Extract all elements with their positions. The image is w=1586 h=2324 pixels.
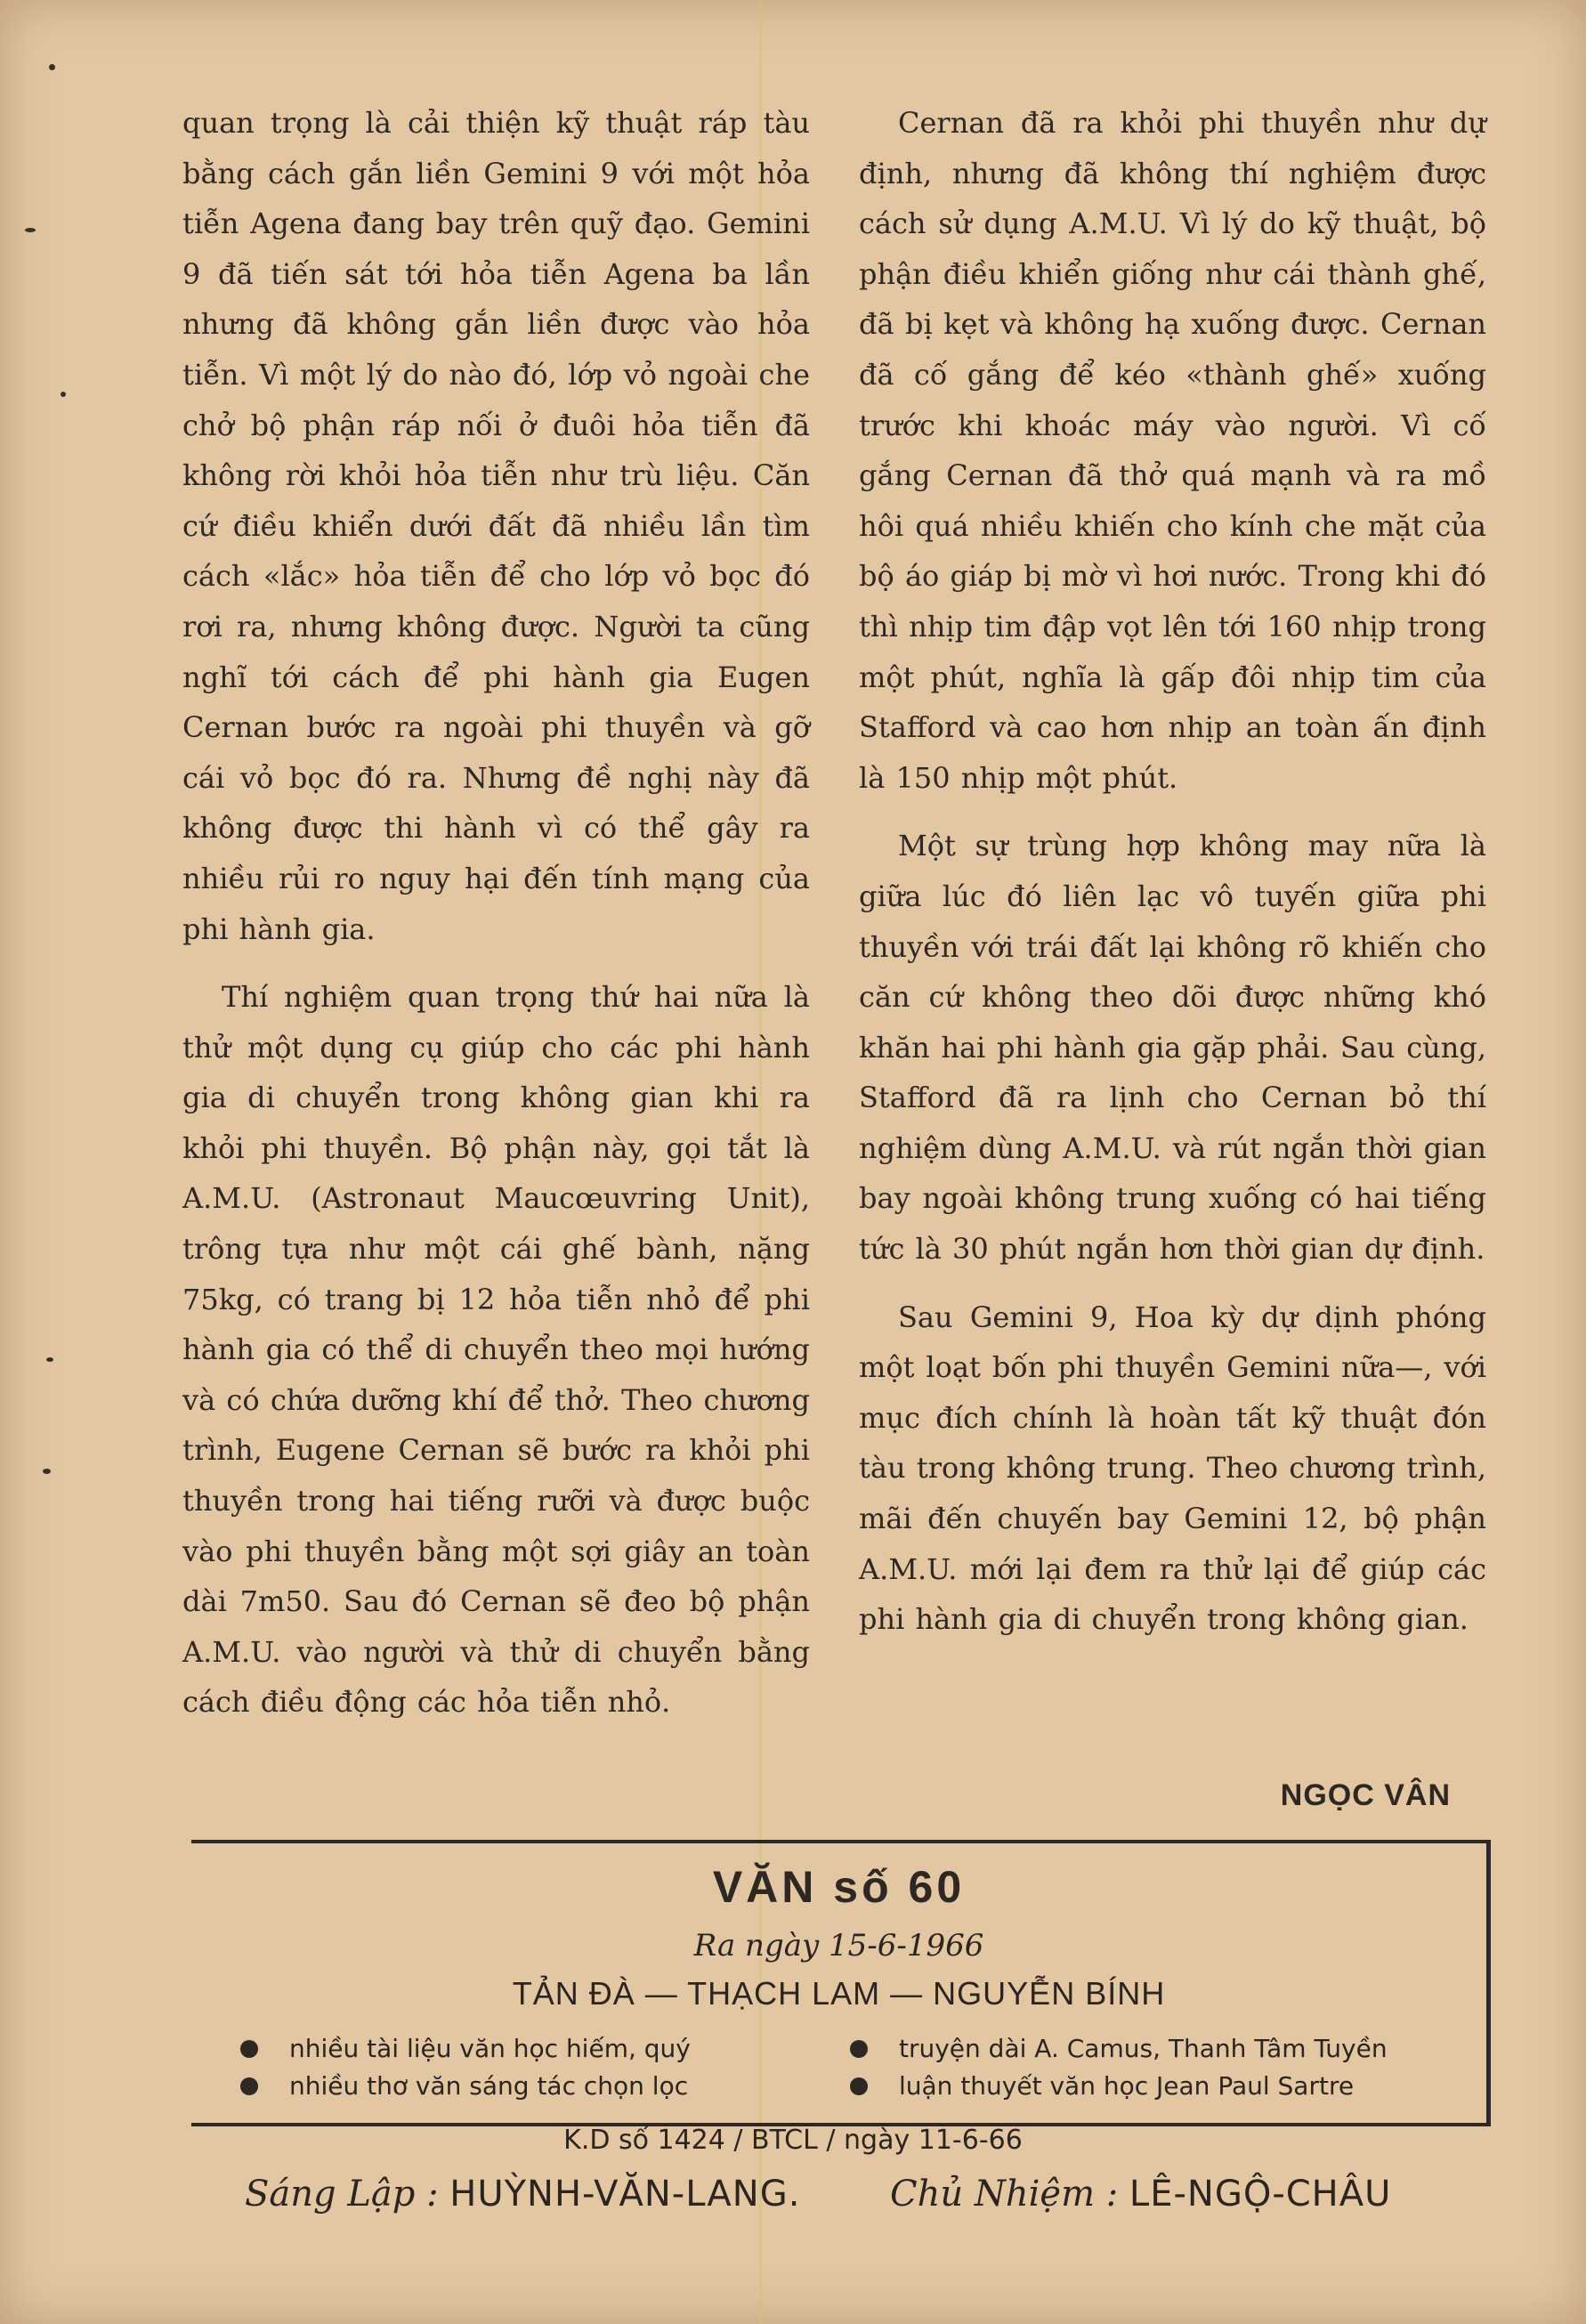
license-line: K.D số 1424 / BTCL / ngày 11-6-66 [563, 2125, 1023, 2156]
paragraph: Cernan đã ra khỏi phi thuyền như dự định, nhưng đã không thí nghiệm được cách sử dụng A.M.U. Vì lý do kỹ thuật, bộ phận điều khiển giống như cái thành ghế, đã bị kẹt và không hạ xuống được. Cernan đã cố gắng để kéo «thành ghế» xuống trước khi khoác máy vào người. Vì cố gắng Cernan đã thở quá mạnh và ra mồ hôi quá nhiều khiến cho kính che mặt của bộ áo giáp bị mờ vì hơi nước. Trong khi đó thì nhịp tim đập vọt lên tới 160 nhịp trong một phút, nghĩa là gấp đôi nhịp tim của Stafford và cao hơn nhịp an toàn ấn định là 150 nhịp một phút. [859, 106, 1486, 795]
ad-bullet-text: luận thuyết văn học Jean Paul Sartre [899, 2071, 1355, 2101]
ad-bullet-list-right [850, 2030, 1455, 2105]
founder-name: HUỲNH-VĂN-LANG. [449, 2174, 801, 2215]
ad-bullet-text: nhiều tài liệu văn học hiếm, quý [289, 2034, 691, 2063]
ad-bullet-text: nhiều thơ văn sáng tác chọn lọc [289, 2071, 689, 2101]
ad-featured-authors: TẢN ĐÀ — THẠCH LAM — NGUYỄN BÍNH [512, 1975, 1166, 2012]
director-label: Chủ Nhiệm : [890, 2174, 1119, 2215]
ink-speck [49, 64, 55, 70]
bullet-dot-icon [850, 2040, 868, 2058]
ad-bullet-item [850, 2068, 1455, 2105]
ink-speck [43, 1469, 51, 1474]
founder-label: Sáng Lập : [245, 2174, 439, 2215]
footer-founder [245, 2174, 800, 2215]
ad-bullet-item [240, 2068, 846, 2105]
bullet-dot-icon [240, 2077, 258, 2095]
article-column-left [182, 98, 810, 1728]
ad-bullet-text: truyện dài A. Camus, Thanh Tâm Tuyền [899, 2034, 1388, 2063]
director-name: LÊ-NGỘ-CHÂU [1129, 2174, 1392, 2215]
ink-speck [25, 228, 36, 232]
article-column-right [859, 98, 1486, 1645]
bullet-dot-icon [240, 2040, 258, 2058]
paragraph: Sau Gemini 9, Hoa kỳ dự dịnh phóng một loạt bốn phi thuyền Gemini nữa—, với mục đích chính là hoàn tất kỹ thuật đón tàu trong không trung. Theo chương trình, mãi đến chuyến bay Gemini 12, bộ phận A.M.U. mới lại đem ra thử lại để giúp các phi hành gia di chuyển trong không gian. [859, 1300, 1486, 1637]
paragraph: Một sự trùng hợp không may nữa là giữa lúc đó liên lạc vô tuyến giữa phi thuyền với trái đất lại không rõ khiến cho căn cứ không theo dõi được những khó khăn hai phi hành gia gặp phải. Sau cùng, Stafford đã ra lịnh cho Cernan bỏ thí nghiệm dùng A.M.U. và rút ngắn thời gian bay ngoài không trung xuống có hai tiếng tức là 30 phút ngắn hơn thời gian dự định. [859, 829, 1486, 1267]
ad-bullet-item [240, 2030, 846, 2068]
ad-bullet-item [850, 2030, 1455, 2068]
ad-title: VĂN số 60 [712, 1862, 966, 1912]
magazine-advertisement [191, 1840, 1491, 2126]
ink-speck [46, 1357, 53, 1362]
paragraph: quan trọng là cải thiện kỹ thuật ráp tàu bằng cách gắn liền Gemini 9 với một hỏa tiễn Agena đang bay trên quỹ đạo. Gemini 9 đã tiến sát tới hỏa tiễn Agena ba lần nhưng đã không gắn liền được vào hỏa tiễn. Vì một lý do nào đó, lớp vỏ ngoài che chở bộ phận ráp nối ở đuôi hỏa tiễn đã không rời khỏi hỏa tiễn như trù liệu. Căn cứ điều khiển dưới đất đã nhiều lần tìm cách «lắc» hỏa tiễn để cho lớp vỏ bọc đó rơi ra, nhưng không được. Người ta cũng nghĩ tới cách để phi hành gia Eugen Cernan bước ra ngoài phi thuyền và gỡ cái vỏ bọc đó ra. Nhưng đề nghị này đã không được thi hành vì có thể gây ra nhiều rủi ro nguy hại đến tính mạng của phi hành gia. [182, 106, 810, 946]
bullet-dot-icon [850, 2077, 868, 2095]
footer-director [890, 2174, 1391, 2215]
article-byline: NGỌC VÂN [1280, 1778, 1451, 1812]
paragraph: Thí nghiệm quan trọng thứ hai nữa là thử một dụng cụ giúp cho các phi hành gia di chuyển trong không gian khi ra khỏi phi thuyền. Bộ phận này, gọi tắt là A.M.U. (Astronaut Maucœuvring Unit), trông tựa như một cái ghế bành, nặng 75kg, có trang bị 12 hỏa tiễn nhỏ để phi hành gia có thể di chuyển theo mọi hướng và có chứa dưỡng khí để thở. Theo chương trình, Eugene Cernan sẽ bước ra khỏi phi thuyền trong hai tiếng rưỡi và được buộc vào phi thuyền bằng một sợi giây an toàn dài 7m50. Sau đó Cernan sẽ đeo bộ phận A.M.U. vào người và thử di chuyển bằng cách điều động các hỏa tiễn nhỏ. [182, 980, 810, 1720]
ad-release-date: Ra ngày 15-6-1966 [693, 1928, 984, 1964]
ink-speck [61, 392, 66, 397]
ad-bullet-list-left [240, 2030, 846, 2105]
